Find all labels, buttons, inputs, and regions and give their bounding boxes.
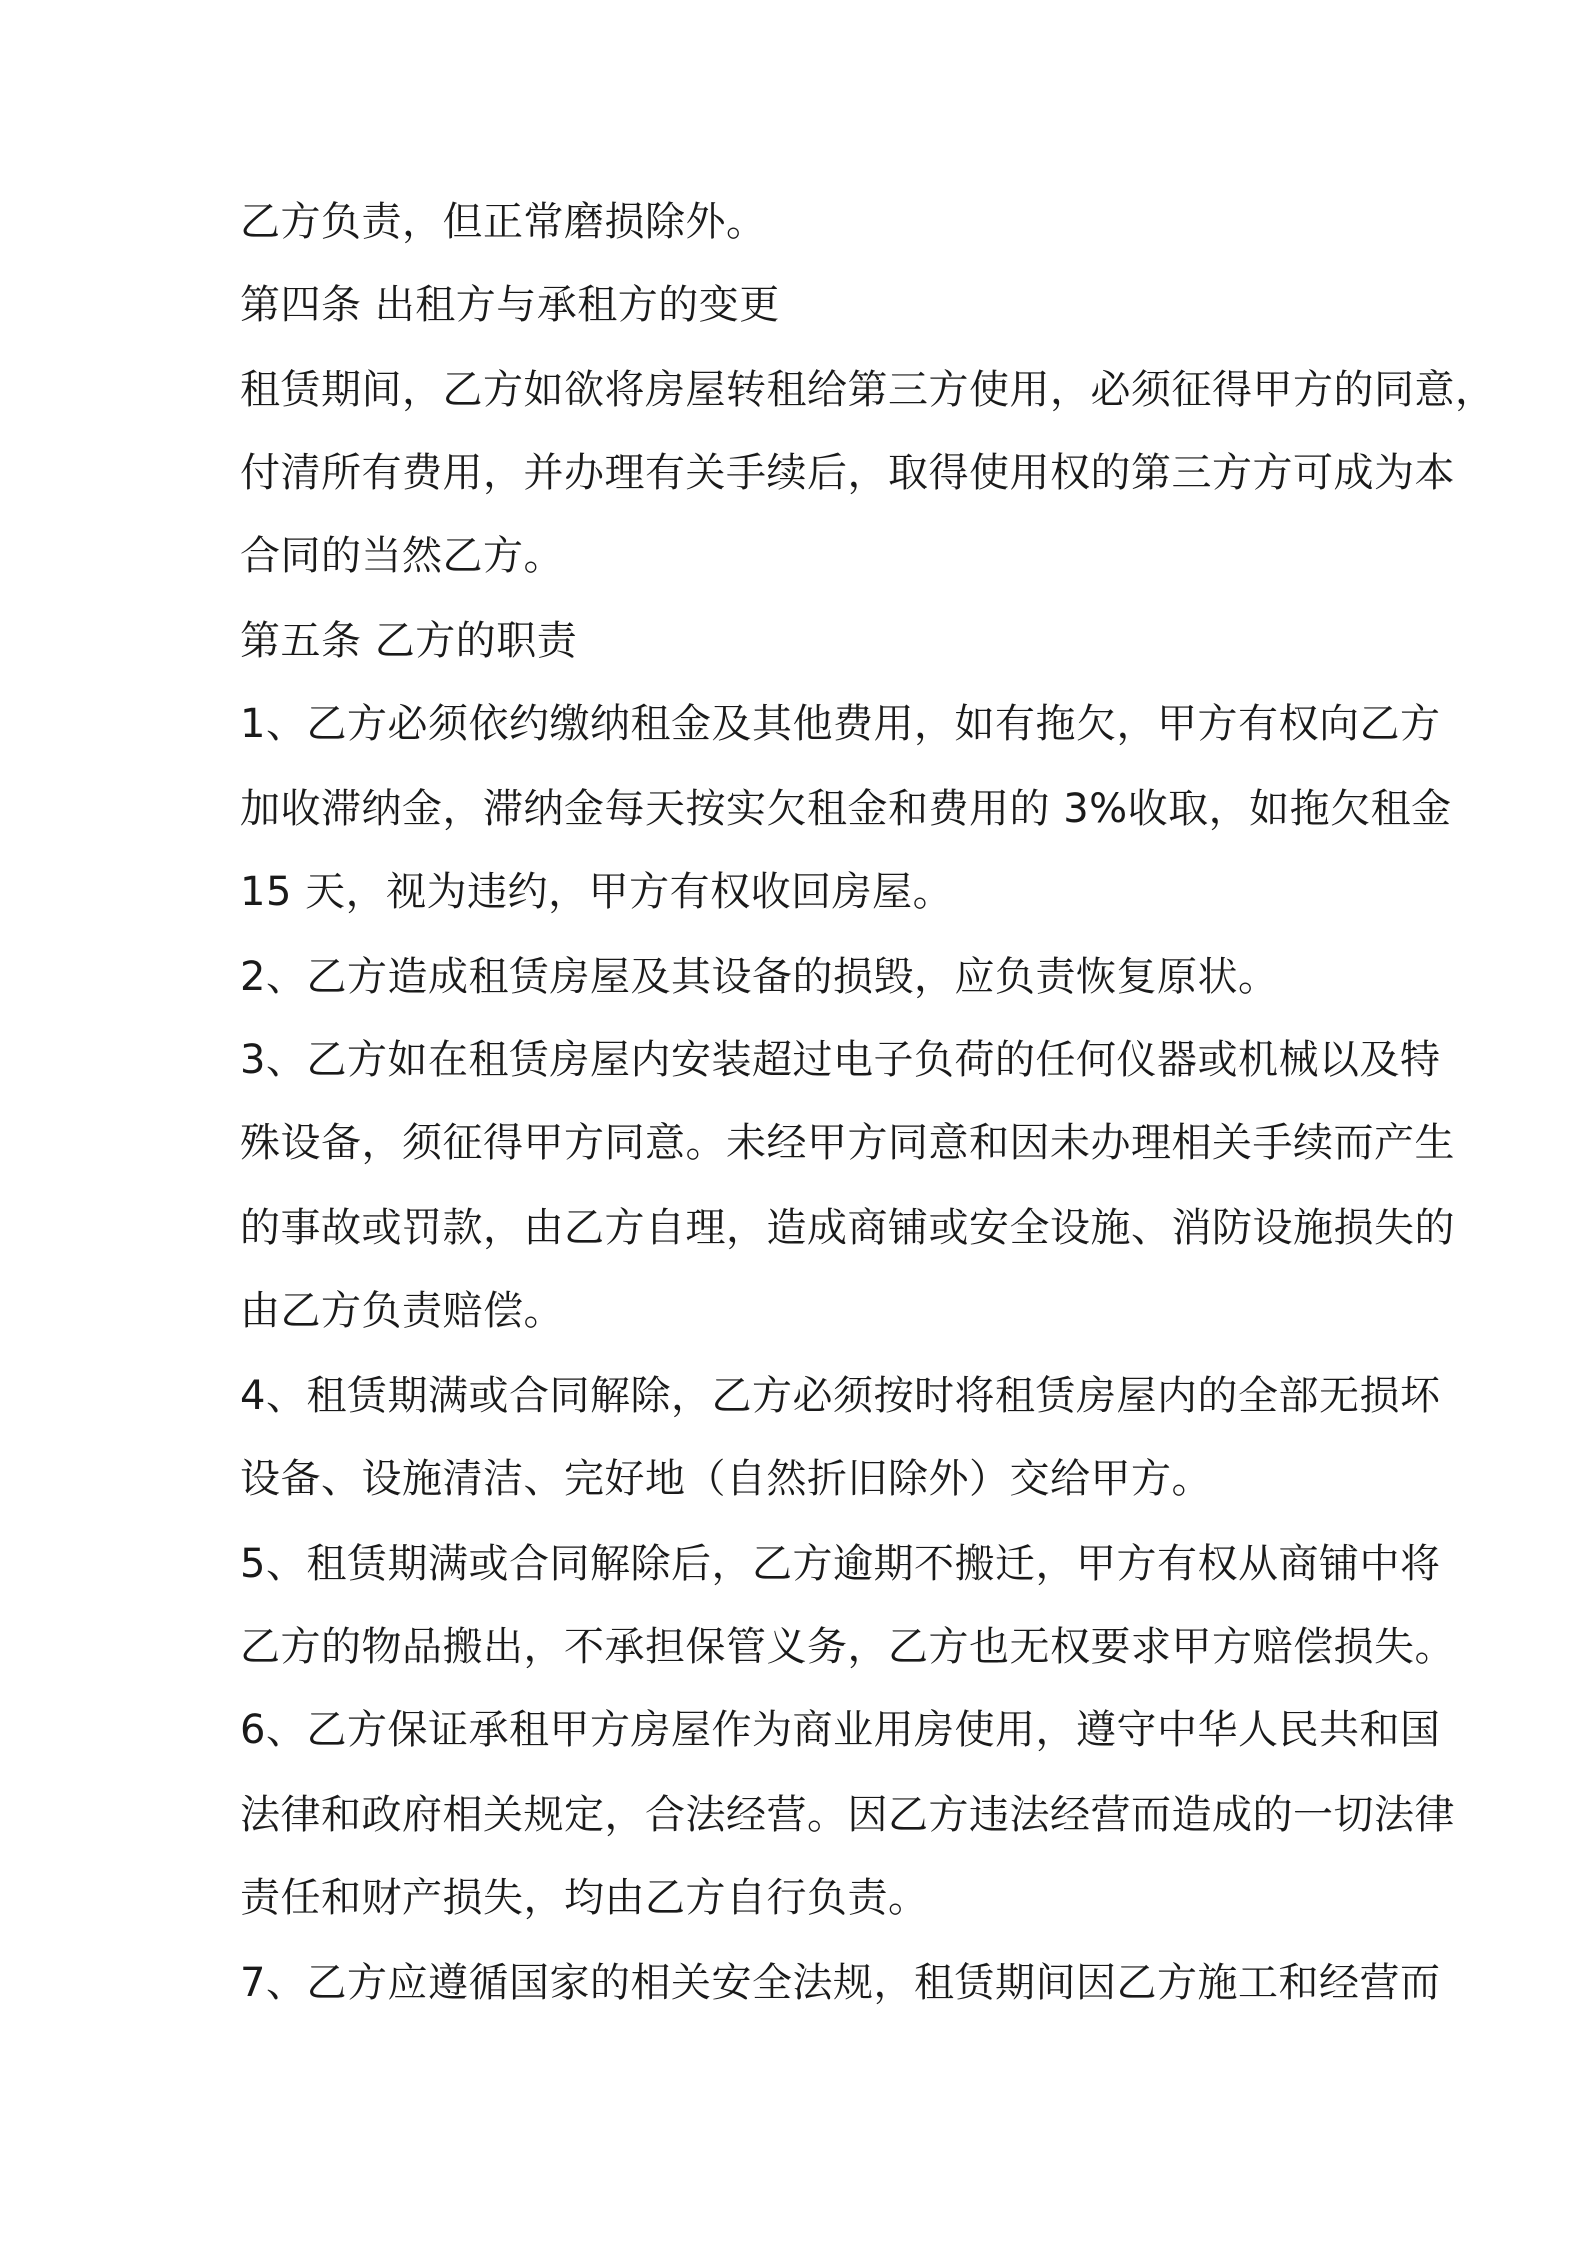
text-line: 付清所有费用，并办理有关手续后，取得使用权的第三方方可成为本 xyxy=(240,450,1455,496)
text-line: 2、乙方造成租赁房屋及其设备的损毁，应负责恢复原状。 xyxy=(240,954,1279,1000)
section-heading-article-4: 第四条 出租方与承租方的变更 xyxy=(240,282,780,328)
text-line: 租赁期间，乙方如欲将房屋转租给第三方使用，必须征得甲方的同意， xyxy=(240,367,1496,413)
text-line: 15 天，视为违约，甲方有权收回房屋。 xyxy=(240,869,954,915)
text-line: 7、乙方应遵循国家的相关安全法规，租赁期间因乙方施工和经营而 xyxy=(240,1960,1441,2006)
text-line: 乙方负责，但正常磨损除外。 xyxy=(240,199,767,245)
text-line: 法律和政府相关规定，合法经营。因乙方违法经营而造成的一切法律 xyxy=(240,1792,1455,1838)
text-line: 殊设备，须征得甲方同意。未经甲方同意和因未办理相关手续而产生 xyxy=(240,1120,1455,1166)
text-line: 乙方的物品搬出，不承担保管义务，乙方也无权要求甲方赔偿损失。 xyxy=(240,1624,1455,1670)
text-line: 1、乙方必须依约缴纳租金及其他费用，如有拖欠，甲方有权向乙方 xyxy=(240,701,1441,747)
text-line: 6、乙方保证承租甲方房屋作为商业用房使用，遵守中华人民共和国 xyxy=(240,1707,1441,1753)
text-line: 加收滞纳金，滞纳金每天按实欠租金和费用的 3%收取，如拖欠租金 xyxy=(240,786,1452,832)
text-line: 设备、设施清洁、完好地（自然折旧除外）交给甲方。 xyxy=(240,1456,1212,1502)
text-line: 3、乙方如在租赁房屋内安装超过电子负荷的任何仪器或机械以及特 xyxy=(240,1037,1441,1083)
text-line: 4、租赁期满或合同解除，乙方必须按时将租赁房屋内的全部无损坏 xyxy=(240,1373,1441,1419)
text-line: 的事故或罚款，由乙方自理，造成商铺或安全设施、消防设施损失的 xyxy=(240,1205,1455,1251)
text-line: 合同的当然乙方。 xyxy=(240,533,564,579)
text-line: 由乙方负责赔偿。 xyxy=(240,1288,564,1334)
text-line: 5、租赁期满或合同解除后，乙方逾期不搬迁，甲方有权从商铺中将 xyxy=(240,1541,1441,1587)
text-line: 责任和财产损失，均由乙方自行负责。 xyxy=(240,1875,929,1921)
section-heading-article-5: 第五条 乙方的职责 xyxy=(240,618,578,664)
